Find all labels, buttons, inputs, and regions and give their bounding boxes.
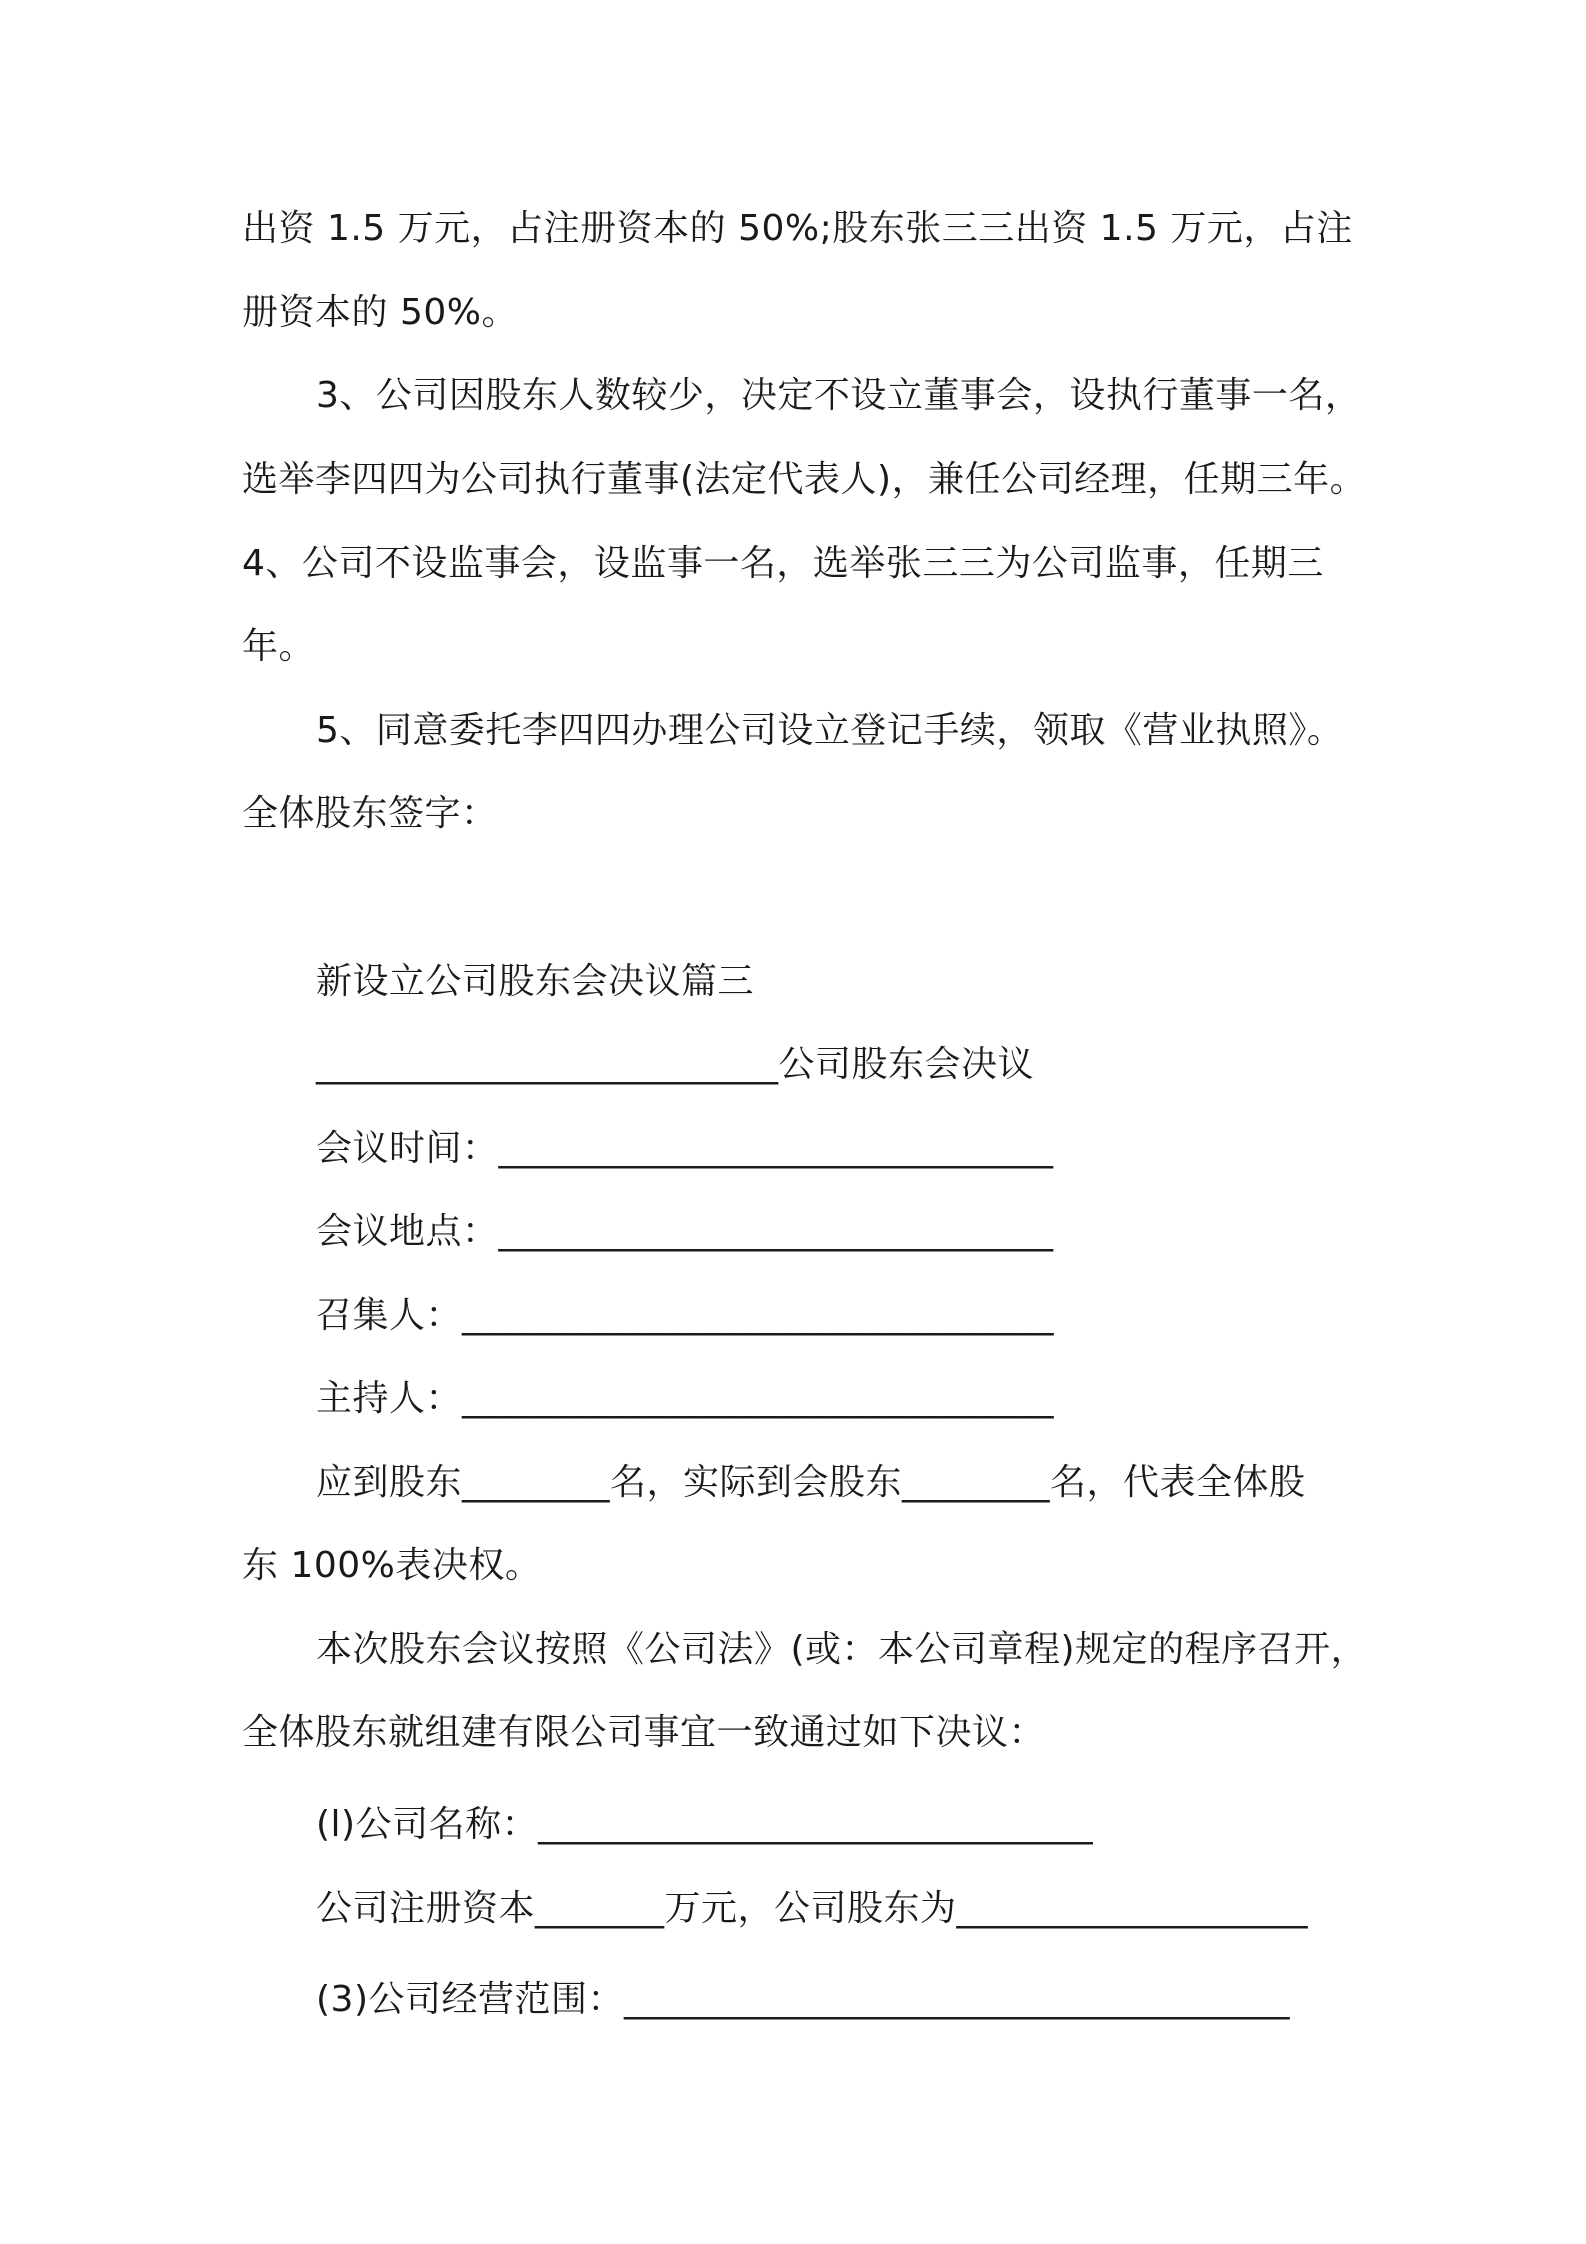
body-line-item-4: 4、公司不设监事会，设监事一名，选举张三三为公司监事，任期三 — [242, 543, 1324, 584]
attendance-line: 应到股东________名，实际到会股东________名，代表全体股 — [316, 1462, 1306, 1503]
body-line-item-3: 3、公司因股东人数较少，决定不设立董事会，设执行董事一名， — [316, 375, 1362, 416]
convener-field: 召集人：________________________________ — [316, 1295, 1055, 1336]
body-line-item-5: 5、同意委托李四四办理公司设立登记手续，领取《营业执照》。 — [316, 710, 1344, 751]
business-scope-field: (3)公司经营范围：____________________________________ — [316, 1979, 1290, 2020]
meeting-time-field: 会议时间：______________________________ — [316, 1128, 1054, 1169]
procedure-line: 本次股东会议按照《公司法》(或：本公司章程)规定的程序召开， — [316, 1629, 1368, 1670]
signature-label: 全体股东签字： — [242, 793, 498, 834]
meeting-place-field: 会议地点：______________________________ — [316, 1211, 1054, 1252]
body-line-item-3-cont: 选举李四四为公司执行董事(法定代表人)，兼任公司经理，任期三年。 — [242, 459, 1367, 500]
body-line-capital-split-end: 册资本的 50%。 — [242, 292, 518, 333]
attendance-line-cont: 东 100%表决权。 — [242, 1545, 542, 1586]
body-line-capital-split: 出资 1.5 万元，占注册资本的 50%;股东张三三出资 1.5 万元，占注 — [242, 208, 1353, 249]
section-heading: 新设立公司股东会决议篇三 — [316, 961, 755, 1002]
body-line-item-4-cont: 年。 — [242, 626, 316, 667]
resolution-title: _________________________公司股东会决议 — [316, 1044, 1035, 1085]
registered-capital-field: 公司注册资本_______万元，公司股东为___________________ — [316, 1888, 1309, 1929]
host-field: 主持人：________________________________ — [316, 1378, 1055, 1419]
procedure-line-cont: 全体股东就组建有限公司事宜一致通过如下决议： — [242, 1712, 1046, 1753]
company-name-field: (l)公司名称：______________________________ — [316, 1804, 1094, 1845]
